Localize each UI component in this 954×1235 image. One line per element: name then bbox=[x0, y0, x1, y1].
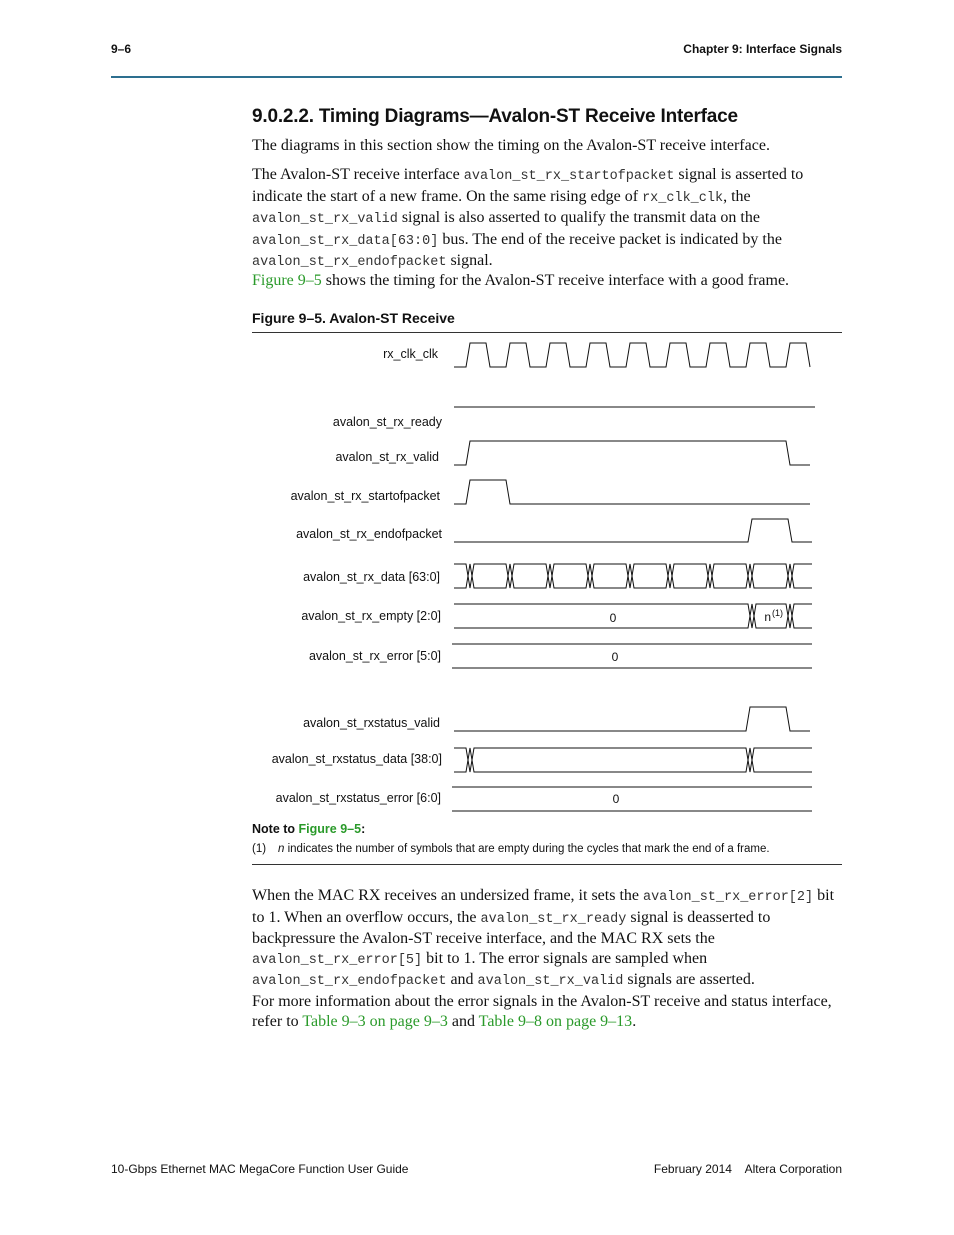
signal-label-rx-clk: rx_clk_clk bbox=[383, 347, 438, 361]
text-run: bus. The end of the receive packet is indicated by the bbox=[438, 230, 782, 248]
text-run: signal is asserted to indicate the start of a new frame. On the same rising edge of bbox=[252, 166, 804, 205]
bus-value-empty-last: n bbox=[764, 610, 771, 624]
error-paragraph bbox=[252, 886, 842, 992]
text-run: shows the timing for the Avalon-ST receive interface with a good frame. bbox=[321, 272, 790, 289]
text-run: , the bbox=[723, 187, 751, 205]
chapter-title: Chapter 9: Interface Signals bbox=[683, 42, 842, 56]
bus-value-empty: 0 bbox=[609, 611, 617, 625]
waveform-rxstatus-error bbox=[452, 787, 812, 811]
note-body: indicates the number of symbols that are empty during the cycles that mark the end of a frame. bbox=[284, 843, 770, 855]
figure-note-heading bbox=[252, 822, 365, 836]
text-run: signal is deasserted to backpressure the Avalon-ST receive interface, and the MAC RX sets the bbox=[252, 908, 771, 947]
code-rx-clk: rx_clk_clk bbox=[642, 190, 724, 206]
section-heading: 9.0.2.2. Timing Diagrams—Avalon-ST Receive Interface bbox=[252, 106, 738, 127]
figure-link[interactable]: Figure 9–5 bbox=[252, 272, 322, 289]
note-heading-colon: : bbox=[361, 822, 366, 836]
note-figure-link[interactable]: Figure 9–5 bbox=[298, 822, 362, 836]
note-italic-n: n bbox=[278, 843, 285, 855]
code-rx-valid: avalon_st_rx_valid bbox=[252, 212, 398, 227]
waveform-rx-endofpacket bbox=[454, 519, 812, 542]
signal-label-rx-empty: avalon_st_rx_empty [2:0] bbox=[301, 609, 441, 623]
signal-label-rx-ready: avalon_st_rx_ready bbox=[332, 415, 442, 429]
waveform-rx-clk bbox=[454, 343, 810, 367]
code-endofpacket: avalon_st_rx_endofpacket bbox=[252, 255, 447, 270]
signal-label-rx-error: avalon_st_rx_error [5:0] bbox=[308, 649, 441, 663]
bus-value-status-error: 0 bbox=[612, 792, 620, 806]
waveform-rx-startofpacket bbox=[454, 480, 810, 504]
code-rx-valid-2: avalon_st_rx_valid bbox=[477, 974, 624, 989]
signal-label-rxstatus-error: avalon_st_rxstatus_error [6:0] bbox=[275, 791, 441, 805]
table-9-3-link[interactable]: Table 9–3 on page 9–3 bbox=[302, 1012, 448, 1030]
bus-value-empty-note: (1) bbox=[772, 608, 783, 618]
text-run: . bbox=[632, 1012, 637, 1030]
code-rx-endofpacket: avalon_st_rx_endofpacket bbox=[252, 974, 447, 989]
code-rx-data: avalon_st_rx_data[63:0] bbox=[252, 233, 439, 249]
signal-label-rxstatus-data: avalon_st_rxstatus_data [38:0] bbox=[271, 752, 442, 766]
waveform-rx-error bbox=[452, 644, 812, 668]
intro-paragraph: The diagrams in this section show the timing on the Avalon-ST receive interface. bbox=[252, 137, 770, 154]
signal-label-rx-endofpacket: avalon_st_rx_endofpacket bbox=[296, 527, 442, 541]
footer-guide-title: 10-Gbps Ethernet MAC MegaCore Function User Guide bbox=[111, 1162, 409, 1176]
footer-date-company: February 2014 Altera Corporation bbox=[653, 1162, 842, 1176]
signal-label-rx-data: avalon_st_rx_data [63:0] bbox=[303, 570, 440, 584]
figure-note-text bbox=[278, 843, 770, 855]
bus-value-error: 0 bbox=[611, 650, 619, 664]
signal-label-rx-startofpacket: avalon_st_rx_startofpacket bbox=[290, 489, 440, 503]
text-run: The Avalon-ST receive interface bbox=[252, 166, 464, 183]
text-run: and bbox=[447, 1012, 479, 1030]
text-run: When the MAC RX receives an undersized frame, it sets the bbox=[252, 887, 643, 904]
waveform-rxstatus-valid bbox=[454, 707, 810, 731]
more-info-paragraph bbox=[252, 992, 842, 1031]
note-heading-text: Note to bbox=[252, 822, 299, 836]
text-run: and bbox=[446, 971, 478, 988]
code-rx-error-5: avalon_st_rx_error[5] bbox=[252, 952, 423, 968]
waveform-rxstatus-data-bottom bbox=[454, 748, 812, 772]
text-run: signal is also asserted to qualify the transmit data on the bbox=[397, 209, 760, 226]
text-run: bit to 1. When an overflow occurs, the bbox=[252, 887, 835, 926]
waveform-rx-valid bbox=[454, 441, 810, 465]
waveform-rx-empty-bottom bbox=[454, 604, 812, 628]
code-rx-error-2: avalon_st_rx_error[2] bbox=[642, 890, 814, 905]
text-run: signal. bbox=[446, 252, 493, 269]
waveform-rxstatus-data-top bbox=[454, 748, 812, 772]
text-run: signals are asserted. bbox=[623, 971, 755, 988]
signal-label-rx-valid: avalon_st_rx_valid bbox=[335, 450, 439, 464]
waveform-rx-empty-top bbox=[454, 604, 812, 628]
figure-note-number: (1) bbox=[252, 843, 267, 855]
text-run: For more information about the error signals in the Avalon-ST receive and status interface, refer to bbox=[252, 993, 832, 1030]
table-9-8-link[interactable]: Table 9–8 on page 9–13 bbox=[478, 1012, 633, 1030]
figure-bottom-rule bbox=[252, 864, 842, 865]
code-rx-ready: avalon_st_rx_ready bbox=[480, 911, 627, 927]
text-run: bit to 1. The error signals are sampled when bbox=[422, 949, 708, 967]
signal-label-rxstatus-valid: avalon_st_rxstatus_valid bbox=[303, 716, 440, 730]
figure-caption: Figure 9–5. Avalon-ST Receive bbox=[252, 310, 455, 326]
page-number: 9–6 bbox=[111, 42, 132, 56]
code-startofpacket: avalon_st_rx_startofpacket bbox=[463, 169, 675, 184]
